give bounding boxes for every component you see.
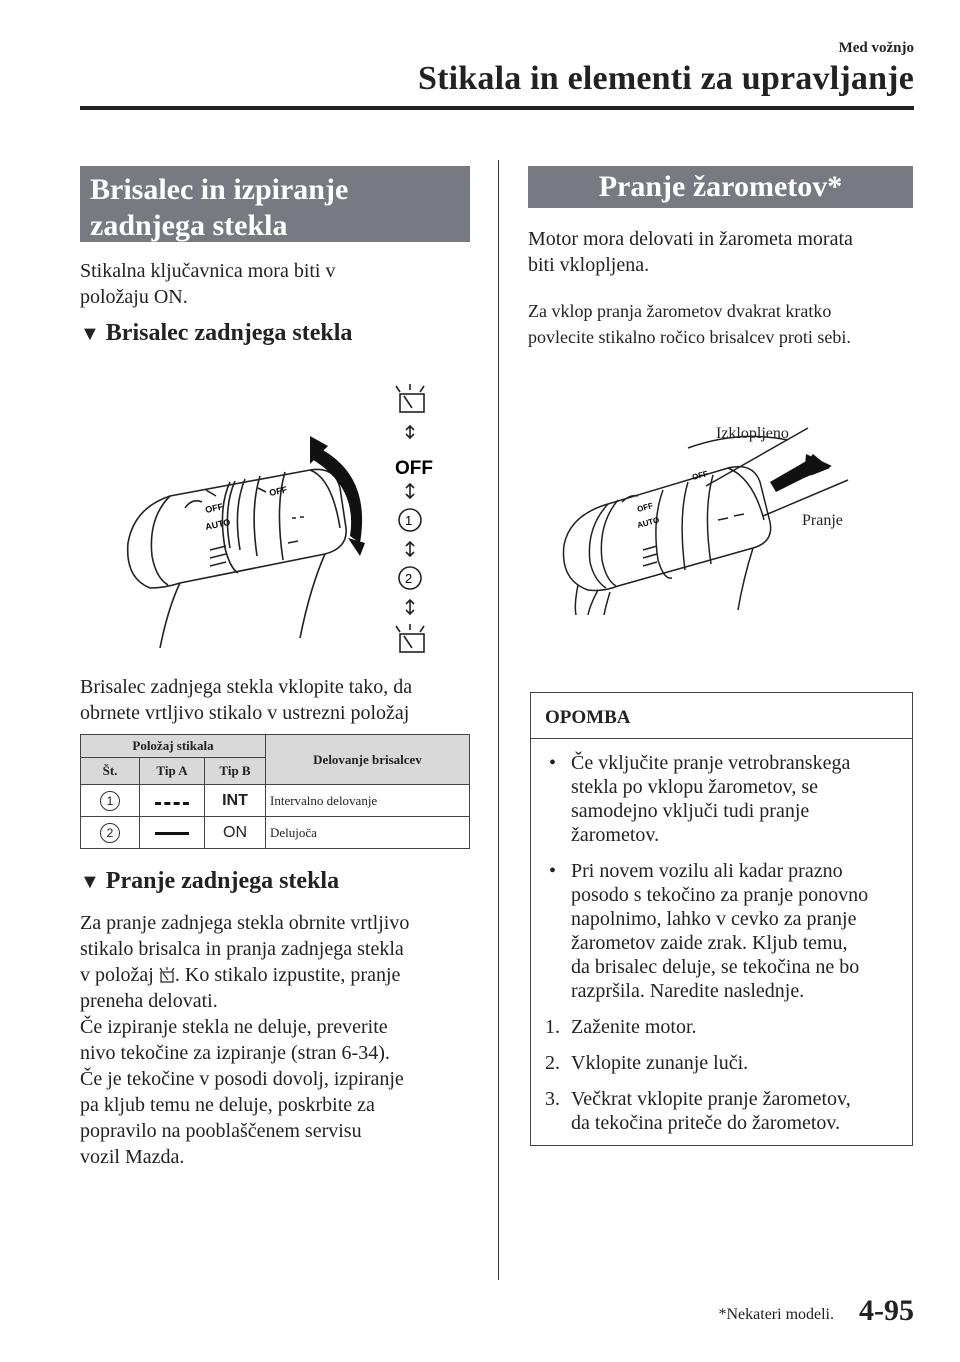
bullet-icon: • (549, 860, 557, 882)
type-a-symbol-solid (140, 817, 205, 849)
para-line: popravilo na pooblaščenem servisu (80, 1120, 362, 1142)
note-line: razpršila. Naredite naslednje. (571, 980, 805, 1002)
note-title: OPOMBA (531, 693, 912, 739)
operation-text: Intervalno delovanje (266, 785, 470, 817)
rear-wiper-switch-illustration (110, 378, 470, 668)
col-header-position: Položaj stikala (81, 735, 266, 758)
headlight-washer-requirement (528, 226, 853, 278)
section-heading-rear-wiper (80, 166, 470, 242)
note-line: Pri novem vozilu ali kadar prazno (571, 860, 843, 882)
svg-text:OFF: OFF (204, 501, 225, 515)
para-line: stikalo brisalca in pranja zadnjega stekla (80, 938, 404, 960)
triangle-bullet-icon: ▼ (80, 871, 100, 893)
note-line: posodo s tekočino za pranje ponovno (571, 884, 869, 906)
intro-text (80, 258, 336, 310)
subheading-rear-wiper (80, 320, 352, 347)
note-line: napolnimo, lahko v cevko za pranje (571, 908, 857, 930)
headlight-washer-instruction (528, 298, 851, 350)
col-header-type-a: Tip A (140, 758, 205, 785)
subheading-rear-washer (80, 868, 339, 895)
svg-text:OFF: OFF (268, 484, 289, 498)
step-number: 3. (545, 1088, 560, 1110)
note-step-item (545, 1015, 912, 1039)
note-line: Večkrat vklopite pranje žarometov, (571, 1088, 851, 1110)
note-line: Zaženite motor. (571, 1016, 697, 1038)
note-step-item (545, 1051, 912, 1075)
position-2-label: 2 (405, 571, 413, 586)
para-fragment: v položaj (80, 964, 154, 986)
switch-off-label: OFF (395, 458, 433, 479)
note-step-item (545, 1087, 912, 1135)
step-number: 1. (545, 1016, 560, 1038)
column-divider (498, 160, 499, 1280)
para-fragment: . Ko stikalo izpustite, pranje (174, 964, 401, 986)
operation-text: Delujoča (266, 817, 470, 849)
note-line: žarometov zaide zrak. Kljub temu, (571, 932, 848, 954)
note-bullet-item (545, 859, 912, 1003)
note-line: samodejno vključi tudi pranje (571, 800, 810, 822)
position-number: 1 (100, 791, 120, 811)
note-line: Če vključite pranje vetrobranskega (571, 752, 851, 774)
para-line: Če izpiranje stekla ne deluje, preverite (80, 1016, 388, 1038)
para-line: vozil Mazda. (80, 1146, 185, 1168)
para-line: pa kljub temu ne deluje, poskrbite za (80, 1094, 375, 1116)
table-row (81, 785, 470, 817)
para-line: biti vklopljena. (528, 254, 650, 276)
col-header-operation: Delovanje brisalcev (266, 735, 470, 785)
desc-line: Brisalec zadnjega stekla vklopite tako, da (80, 676, 413, 698)
chapter-title: Stikala in elementi za upravljanje (418, 60, 914, 97)
table-row (81, 817, 470, 849)
section-label: Med vožnjo (838, 40, 914, 56)
type-b-label: ON (205, 817, 266, 849)
para-line: Motor mora delovati in žarometa morata (528, 228, 853, 250)
note-line: stekla po vklopu žarometov, se (571, 776, 818, 798)
note-list (531, 751, 912, 1135)
bullet-icon: • (549, 752, 557, 774)
position-1-label: 1 (405, 513, 413, 528)
note-bullet-item (545, 751, 912, 847)
label-off: Izklopljeno (716, 425, 789, 442)
type-a-symbol-dashed (140, 785, 205, 817)
header-rule (80, 106, 914, 110)
note-line: Vklopite zunanje luči. (571, 1052, 749, 1074)
para-line: nivo tekočine za izpiranje (stran 6-34). (80, 1042, 390, 1064)
col-header-no: Št. (81, 758, 140, 785)
svg-text:OFF: OFF (636, 501, 654, 514)
triangle-bullet-icon: ▼ (80, 323, 100, 345)
page-number: 4-95 (859, 1294, 914, 1327)
heading-line-2: zadnjega stekla (90, 209, 288, 242)
intro-line: položaju ON. (80, 286, 188, 308)
step-number: 2. (545, 1052, 560, 1074)
label-wash: Pranje (802, 512, 843, 529)
subheading-text: Pranje zadnjega stekla (105, 868, 340, 894)
para-line: preneha delovati. (80, 990, 218, 1012)
para-line: povlecite stikalno ročico brisalcev proti sebi. (528, 327, 851, 347)
note-line: žarometov. (571, 824, 660, 846)
para-line: Za vklop pranja žarometov dvakrat kratko (528, 301, 832, 321)
heading-line-1: Brisalec in izpiranje (90, 173, 349, 206)
col-header-type-b: Tip B (205, 758, 266, 785)
note-box (530, 692, 913, 1146)
subheading-text: Brisalec zadnjega stekla (105, 320, 353, 346)
note-line: da tekočina priteče do žarometov. (571, 1112, 841, 1134)
svg-text:AUTO: AUTO (636, 515, 661, 530)
svg-text:OFF: OFF (691, 469, 709, 482)
type-b-label: INT (205, 785, 266, 817)
note-line: da brisalec deluje, se tekočina ne bo (571, 956, 860, 978)
desc-line: obrnete vrtljivo stikalo v ustrezni položaj (80, 702, 410, 724)
washer-icon (159, 966, 175, 984)
intro-line: Stikalna ključavnica mora biti v (80, 260, 336, 282)
para-line (80, 962, 480, 988)
position-number: 2 (100, 823, 120, 843)
para-line: Če je tekočine v posodi dovolj, izpiranje (80, 1068, 404, 1090)
switch-position-table (80, 734, 470, 849)
svg-text:AUTO: AUTO (204, 516, 232, 532)
rear-washer-text (80, 910, 480, 1170)
section-heading-headlight-washer: Pranje žarometov* (528, 166, 913, 208)
footnote: *Nekateri modeli. (718, 1306, 834, 1323)
para-line: Za pranje zadnjega stekla obrnite vrtljivo (80, 912, 410, 934)
rear-wiper-desc (80, 674, 412, 726)
